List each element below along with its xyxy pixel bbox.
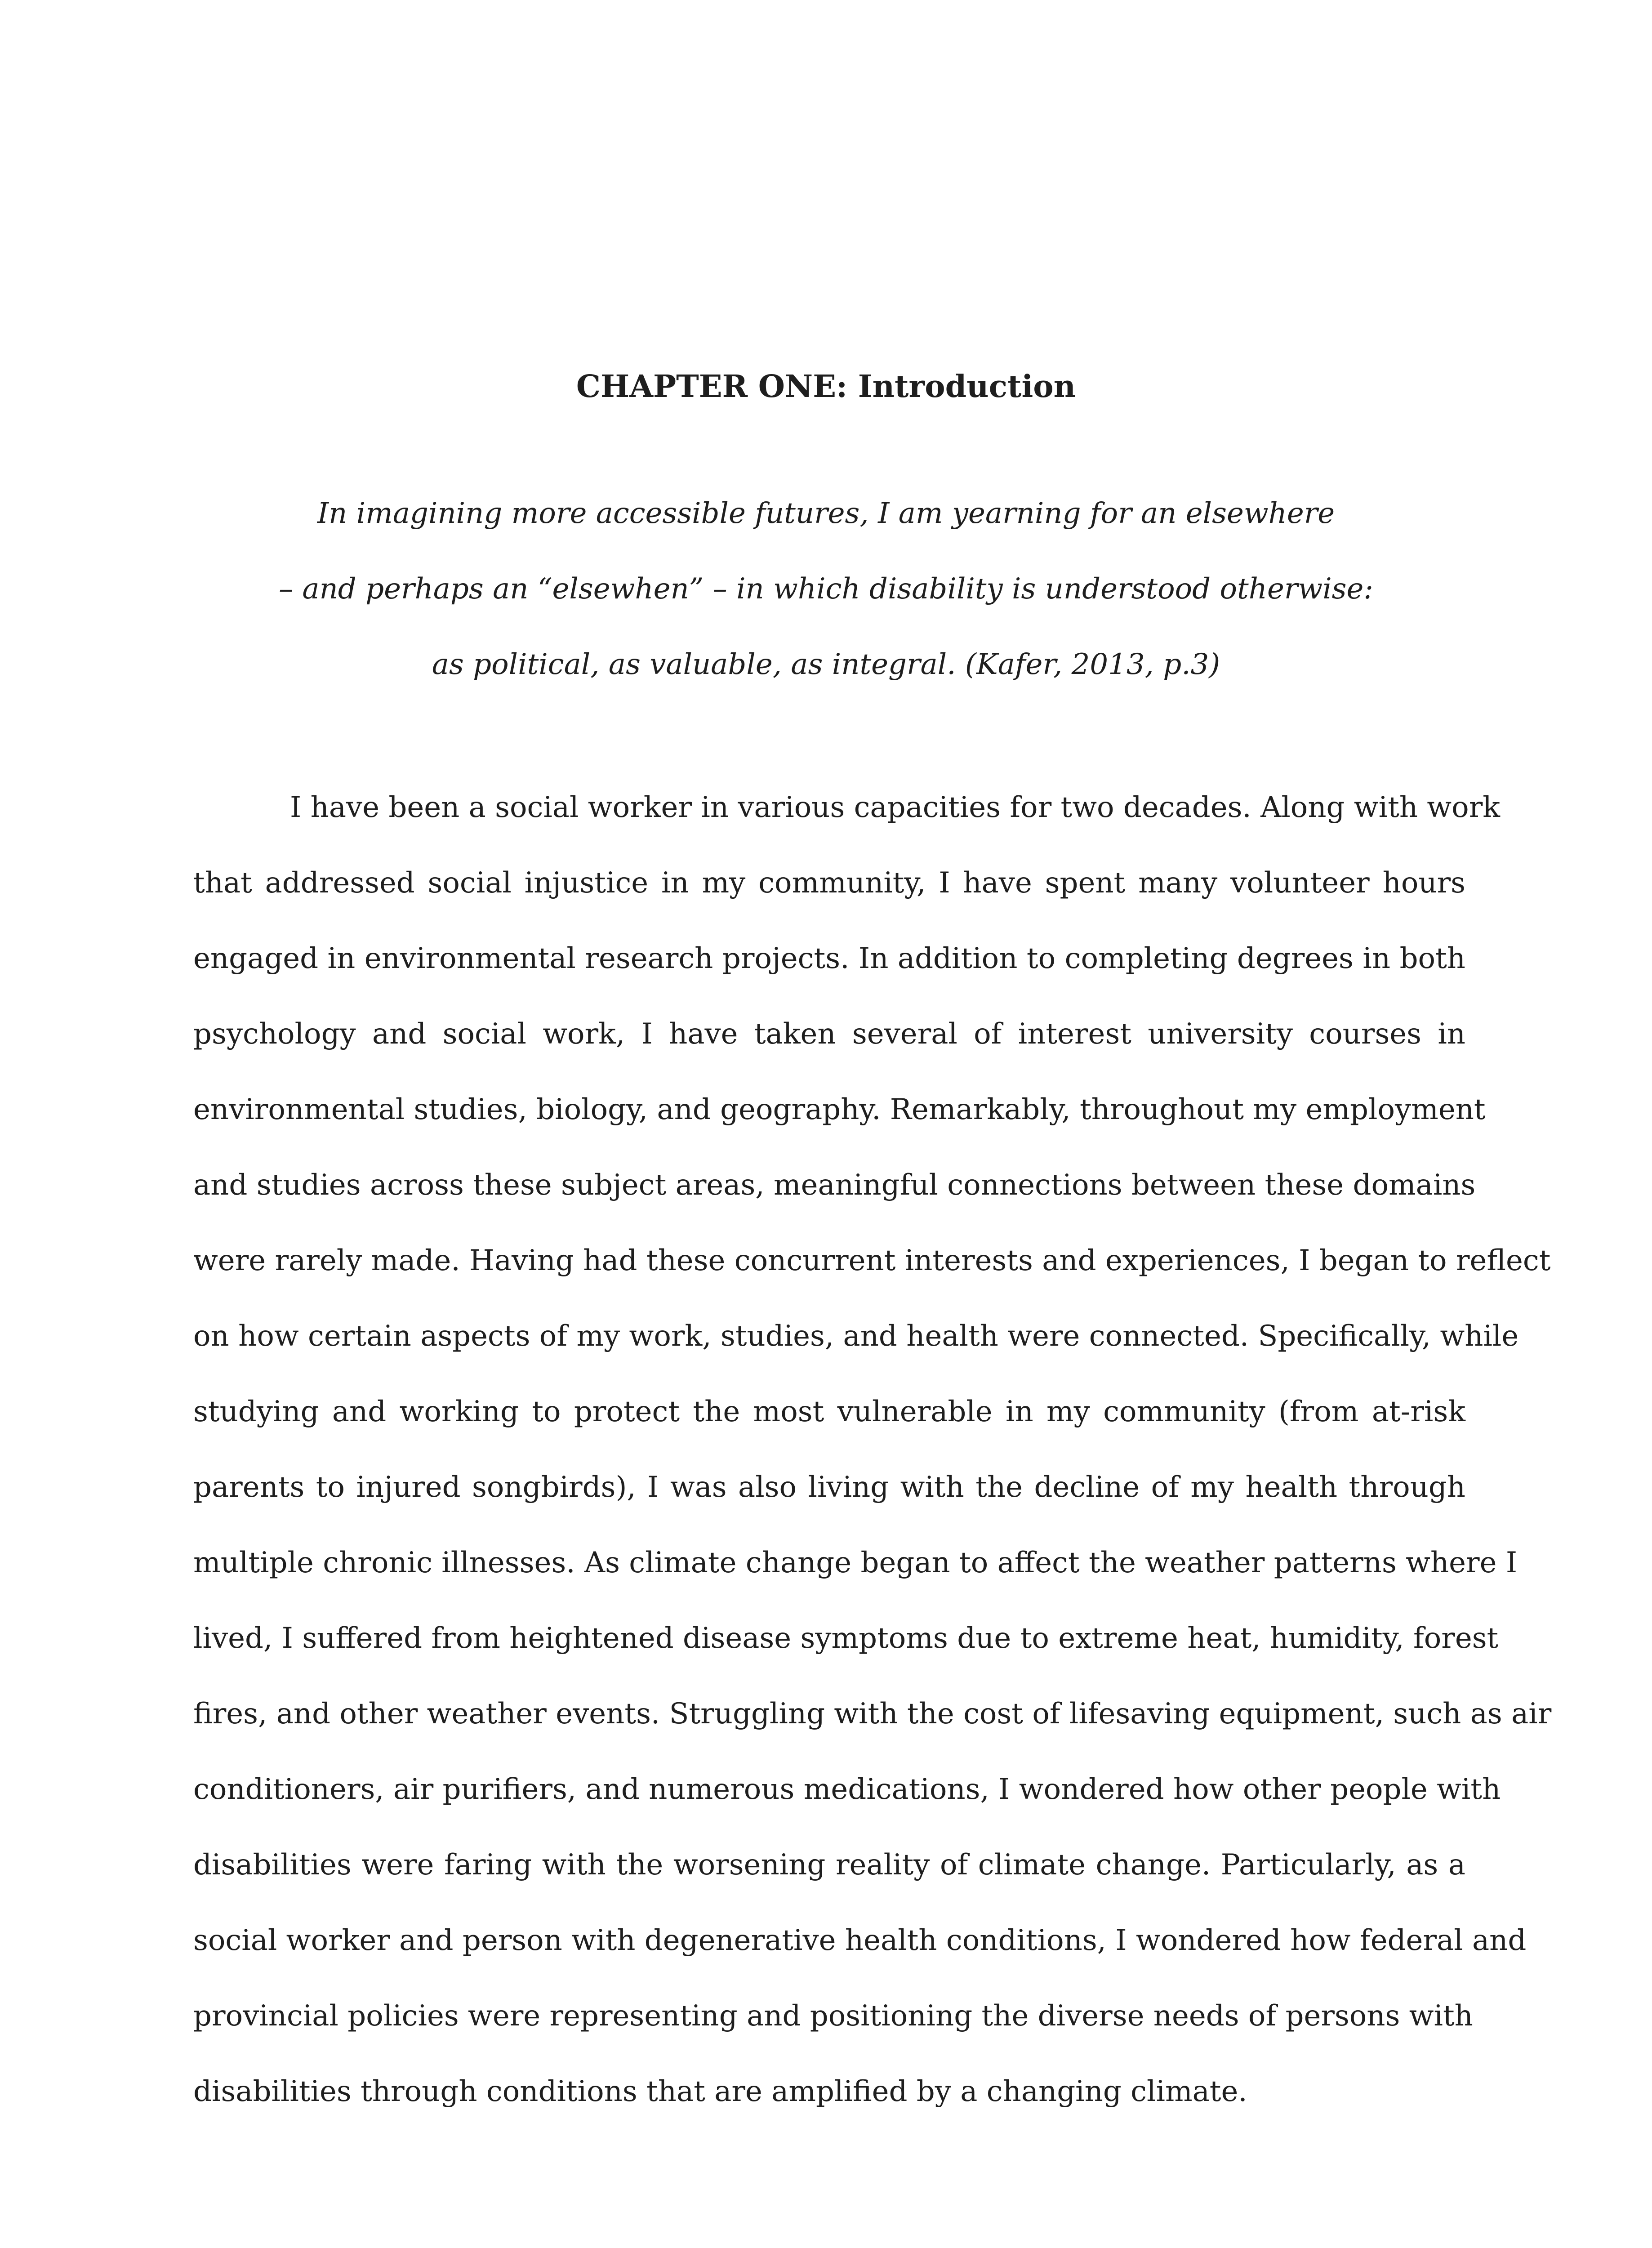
epigraph-line: as political, as valuable, as integral. (Kafer, 2013, p.3) [432,648,1220,681]
paragraph-line: were rarely made. Having had these concurrent interests and experiences, I began to reflect [193,1244,1551,1277]
paragraph-line: parents to injured songbirds), I was also living with the decline of my health through [193,1471,1465,1504]
paragraph-line: and studies across these subject areas, meaningful connections between these domains [193,1169,1476,1202]
paragraph-line: I have been a social worker in various capacities for two decades. Along with work [290,791,1501,824]
paragraph-line: studying and working to protect the most vulnerable in my community (from at-risk [193,1395,1465,1428]
epigraph-line: In imagining more accessible futures, I am yearning for an elsewhere [317,497,1335,530]
epigraph-line: – and perhaps an “elsewhen” – in which disability is understood otherwise: [279,572,1373,606]
paragraph-line: that addressed social injustice in my community, I have spent many volunteer hours [193,866,1465,900]
chapter-heading: CHAPTER ONE: Introduction [576,369,1076,405]
paragraph-line: psychology and social work, I have taken several of interest university courses in [193,1017,1465,1051]
paragraph-line: fires, and other weather events. Struggling with the cost of lifesaving equipment, such as air [193,1697,1552,1731]
paragraph-line: environmental studies, biology, and geography. Remarkably, throughout my employment [193,1093,1486,1126]
epigraph-quote [135,476,1517,702]
paragraph-line: conditioners, air purifiers, and numerous medications, I wondered how other people with [193,1773,1501,1806]
paragraph-line: social worker and person with degenerative health conditions, I wondered how federal and [193,1924,1527,1957]
paragraph-line: provincial policies were representing and positioning the diverse needs of persons with [193,1999,1473,2033]
paragraph-line: disabilities were faring with the worsening reality of climate change. Particularly, as a [193,1848,1465,1882]
paragraph-line: disabilities through conditions that are amplified by a changing climate. [193,2075,1247,2108]
paragraph-line: on how certain aspects of my work, studies, and health were connected. Specifically, while [193,1320,1519,1353]
paragraph-line: lived, I suffered from heightened disease symptoms due to extreme heat, humidity, forest [193,1622,1499,1655]
paragraph-line: engaged in environmental research projects. In addition to completing degrees in both [193,942,1465,975]
body-paragraph [193,770,1552,2129]
paragraph-line: multiple chronic illnesses. As climate change began to affect the weather patterns where I [193,1546,1518,1579]
